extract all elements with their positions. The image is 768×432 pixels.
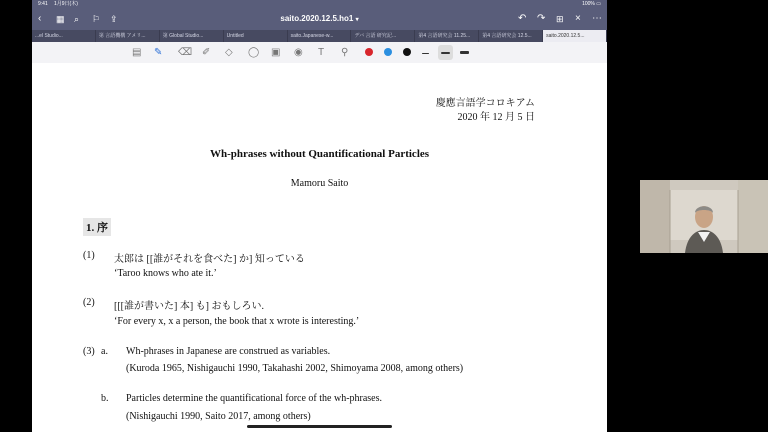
example-3b-text: Particles determine the quantificational force of the wh-phrases. xyxy=(126,393,383,404)
example-1-number: (1) xyxy=(83,250,95,261)
status-date: 1月9日(木) xyxy=(54,1,78,7)
camera-icon[interactable]: ◉ xyxy=(294,47,303,58)
tab-6[interactable]: 第4 言語研究会 11.25... xyxy=(415,30,479,42)
pen-size-medium[interactable] xyxy=(441,52,450,54)
example-2-translation: ‘For every x, x a person, the book that x wrote is interesting.’ xyxy=(114,316,360,327)
example-3b-references: (Nishigauchi 1990, Saito 2017, among others) xyxy=(126,411,311,422)
highlighter-icon[interactable]: ✐ xyxy=(202,47,211,58)
example-2-japanese: [[[誰が書いた] 本] も] おもしろい. xyxy=(114,301,264,312)
shapes-icon[interactable]: ◇ xyxy=(225,47,233,58)
tab-4[interactable]: saito.Japanese-w... xyxy=(288,30,352,42)
example-3a-text: Wh-phrases in Japanese are construed as variables. xyxy=(126,346,331,357)
redo-icon[interactable]: ↷ xyxy=(537,13,546,24)
close-icon[interactable]: × xyxy=(575,13,581,24)
more-icon[interactable]: ⋯ xyxy=(592,13,602,24)
title-bar xyxy=(32,9,607,30)
tab-2[interactable]: 第 Global Studio... xyxy=(160,30,224,42)
date: 2020 年 12 月 5 日 xyxy=(457,112,535,123)
search-icon[interactable]: ⌕ xyxy=(74,14,80,24)
add-page-icon[interactable]: ⊞ xyxy=(556,14,564,24)
status-battery xyxy=(582,0,601,9)
bookmark-icon[interactable]: ⚐ xyxy=(92,14,101,24)
back-icon[interactable]: ‹ xyxy=(38,13,42,24)
share-icon[interactable]: ⇪ xyxy=(110,14,118,24)
example-3a-references: (Kuroda 1965, Nishigauchi 1990, Takahashi 2002, Shimoyama 2008, among others) xyxy=(126,363,464,374)
tab-3[interactable]: Untitled xyxy=(224,30,288,42)
tab-7[interactable]: 第4 言語研究会 12.5... xyxy=(479,30,543,42)
black-color-swatch[interactable] xyxy=(403,48,411,56)
speaker-video-image xyxy=(640,180,768,253)
eraser-icon[interactable]: ⌫ xyxy=(178,47,193,58)
author: Mamoru Saito xyxy=(290,178,349,189)
status-bar xyxy=(32,0,607,9)
tab-8-active[interactable]: saito.2020.12.5... xyxy=(543,30,607,42)
battery-icon: ▭ xyxy=(596,1,601,7)
blue-color-swatch[interactable] xyxy=(384,48,392,56)
undo-icon[interactable]: ↶ xyxy=(518,13,527,24)
speaker-video xyxy=(640,180,768,253)
page-view-icon[interactable]: ▤ xyxy=(132,47,142,58)
paper-title: Wh-phrases without Quantificational Particles xyxy=(209,148,430,160)
battery-percent: 100% xyxy=(582,1,595,7)
grid-icon[interactable]: ▦ xyxy=(56,14,65,24)
annotation-toolbar xyxy=(32,42,607,64)
chevron-down-icon: ▾ xyxy=(355,17,359,23)
image-icon[interactable]: ▣ xyxy=(271,47,281,58)
example-3a-label: a. xyxy=(101,346,108,357)
tab-1[interactable]: 第 言語機構 アメリ... xyxy=(96,30,160,42)
section-heading: 1. 序 xyxy=(83,218,111,236)
example-2-number: (2) xyxy=(83,297,95,308)
pen-icon[interactable]: ✎ xyxy=(154,47,163,58)
link-icon[interactable]: ⚲ xyxy=(341,47,349,58)
lasso-icon[interactable]: ◯ xyxy=(248,47,260,58)
home-indicator[interactable] xyxy=(247,425,392,428)
pen-size-thin[interactable] xyxy=(422,53,429,54)
example-3b-label: b. xyxy=(101,393,109,404)
document-title-text: saito.2020.12.5.ho1 xyxy=(280,14,354,23)
ipad-screen xyxy=(32,0,607,432)
status-time: 9:41 xyxy=(38,1,48,7)
red-color-swatch[interactable] xyxy=(365,48,373,56)
document-page xyxy=(32,63,607,432)
example-1-translation: ‘Taroo knows who ate it.’ xyxy=(114,268,217,279)
pen-size-thick[interactable] xyxy=(460,51,469,54)
tab-0[interactable]: ...el Studio... xyxy=(32,30,96,42)
example-1-japanese: 太郎は [[誰がそれを食べた] か] 知っている xyxy=(114,254,305,265)
example-3-number: (3) xyxy=(83,346,95,357)
text-icon[interactable]: T xyxy=(318,47,325,58)
tab-bar xyxy=(32,30,607,42)
tab-5[interactable]: デバ 言語 研究記... xyxy=(351,30,415,42)
venue: 慶應言語学コロキアム xyxy=(435,98,535,109)
